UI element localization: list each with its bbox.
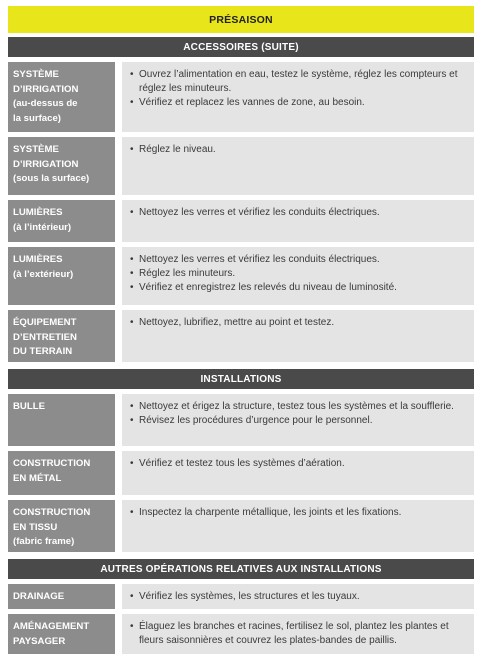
bullet-icon: • <box>130 268 134 279</box>
bullet-icon: • <box>130 401 134 412</box>
table-row <box>8 137 474 195</box>
list-item <box>130 590 468 604</box>
list-item-text: Vérifiez et enregistrez les relevés du niveau de luminosité. <box>139 282 397 293</box>
list-item-text: Vérifiez et testez tous les systèmes d’aération. <box>139 458 345 469</box>
row-label <box>8 137 115 195</box>
section-heading: AUTRES OPÉRATIONS RELATIVES AUX INSTALLATIONS <box>8 559 474 579</box>
list-item <box>130 68 468 96</box>
bullet-icon: • <box>130 415 134 426</box>
row-label-line: D’IRRIGATION <box>13 83 79 95</box>
list-item-text: Nettoyez les verres et vérifiez les conduits électriques. <box>139 254 380 265</box>
row-label-line: la surface) <box>13 112 61 124</box>
table-row <box>8 500 474 552</box>
bullet-icon: • <box>130 207 134 218</box>
row-label-line: AMÉNAGEMENT <box>13 621 90 632</box>
list-item-text: Vérifiez les systèmes, les structures et les tuyaux. <box>139 591 360 602</box>
row-label <box>8 394 115 446</box>
bullet-icon: • <box>130 458 134 469</box>
list-item <box>130 267 468 281</box>
table-row <box>8 310 474 362</box>
row-label <box>8 614 115 654</box>
table-row <box>8 614 474 654</box>
table-row <box>8 62 474 132</box>
row-label <box>8 62 115 132</box>
row-label-line: (à l’intérieur) <box>13 221 72 233</box>
row-label-line: (fabric frame) <box>13 536 75 547</box>
row-label-line: DRAINAGE <box>13 591 65 602</box>
bullet-icon: • <box>130 282 134 293</box>
bullet-icon: • <box>130 97 134 108</box>
row-label-line: EN MÉTAL <box>13 472 62 484</box>
list-item-text: Nettoyez les verres et vérifiez les conduits électriques. <box>139 207 380 218</box>
list-item <box>130 506 468 520</box>
row-content <box>122 62 474 132</box>
row-label-line: DU TERRAIN <box>13 346 73 357</box>
row-label-line: (sous la surface) <box>13 173 90 184</box>
list-item-text: Inspectez la charpente métallique, les joints et les fixations. <box>139 507 402 518</box>
row-label-line: LUMIÈRES <box>13 207 63 218</box>
bullet-icon: • <box>130 621 134 632</box>
row-label-line: (à l’extérieur) <box>13 268 74 280</box>
list-item-text: Nettoyez et érigez la structure, testez tous les systèmes et la soufflerie. <box>139 401 454 412</box>
list-item <box>130 143 468 157</box>
row-content <box>122 584 474 609</box>
row-label <box>8 247 115 305</box>
list-item <box>130 457 468 471</box>
row-label-line: SYSTÈME <box>13 144 59 155</box>
row-label-line: EN TISSU <box>13 521 58 533</box>
list-item-text: Réglez les minuteurs. <box>139 268 236 279</box>
list-item <box>130 206 468 220</box>
row-content <box>122 137 474 195</box>
row-label-line: (au-dessus de <box>13 98 78 109</box>
list-item-text: Vérifiez et replacez les vannes de zone, au besoin. <box>139 97 365 108</box>
row-content <box>122 614 474 654</box>
bullet-icon: • <box>130 69 134 80</box>
row-label <box>8 200 115 242</box>
row-label-line: D’IRRIGATION <box>13 158 79 170</box>
list-item-text: Élaguez les branches et racines, fertilisez le sol, plantez les plantes et fleurs saisonnières et couvrez les plates-bandes de paillis. <box>139 621 449 646</box>
row-content <box>122 200 474 242</box>
row-label-line: CONSTRUCTION <box>13 458 91 469</box>
list-item <box>130 620 468 648</box>
list-item <box>130 316 468 330</box>
list-item-text: Réglez le niveau. <box>139 144 216 155</box>
checklist-table <box>8 6 474 654</box>
bullet-icon: • <box>130 507 134 518</box>
section-heading: INSTALLATIONS <box>8 369 474 389</box>
row-label <box>8 310 115 362</box>
table-row <box>8 200 474 242</box>
list-item <box>130 414 468 428</box>
bullet-icon: • <box>130 317 134 328</box>
row-label <box>8 451 115 495</box>
page-title: PRÉSAISON <box>8 6 474 33</box>
row-content <box>122 310 474 362</box>
bullet-icon: • <box>130 144 134 155</box>
table-row <box>8 394 474 446</box>
table-row <box>8 584 474 609</box>
row-content <box>122 394 474 446</box>
list-item <box>130 253 468 267</box>
checklist-body <box>8 33 474 654</box>
row-content <box>122 247 474 305</box>
row-label <box>8 500 115 552</box>
list-item-text: Nettoyez, lubrifiez, mettre au point et testez. <box>139 317 335 328</box>
row-label-line: PAYSAGER <box>13 635 66 647</box>
list-item <box>130 96 468 110</box>
row-label-line: BULLE <box>13 401 45 412</box>
table-row <box>8 247 474 305</box>
bullet-icon: • <box>130 591 134 602</box>
list-item-text: Ouvrez l’alimentation en eau, testez le système, réglez les compteurs et réglez les minuteurs. <box>139 69 458 94</box>
row-label-line: SYSTÈME <box>13 69 59 80</box>
row-label-line: ÉQUIPEMENT <box>13 317 77 328</box>
row-label-line: D’ENTRETIEN <box>13 331 77 343</box>
row-label <box>8 584 115 609</box>
section-heading: ACCESSOIRES (SUITE) <box>8 37 474 57</box>
row-label-line: LUMIÈRES <box>13 254 63 265</box>
row-content <box>122 500 474 552</box>
bullet-icon: • <box>130 254 134 265</box>
list-item <box>130 400 468 414</box>
table-row <box>8 451 474 495</box>
row-label-line: CONSTRUCTION <box>13 507 91 518</box>
list-item-text: Révisez les procédures d’urgence pour le personnel. <box>139 415 373 426</box>
row-content <box>122 451 474 495</box>
list-item <box>130 281 468 295</box>
